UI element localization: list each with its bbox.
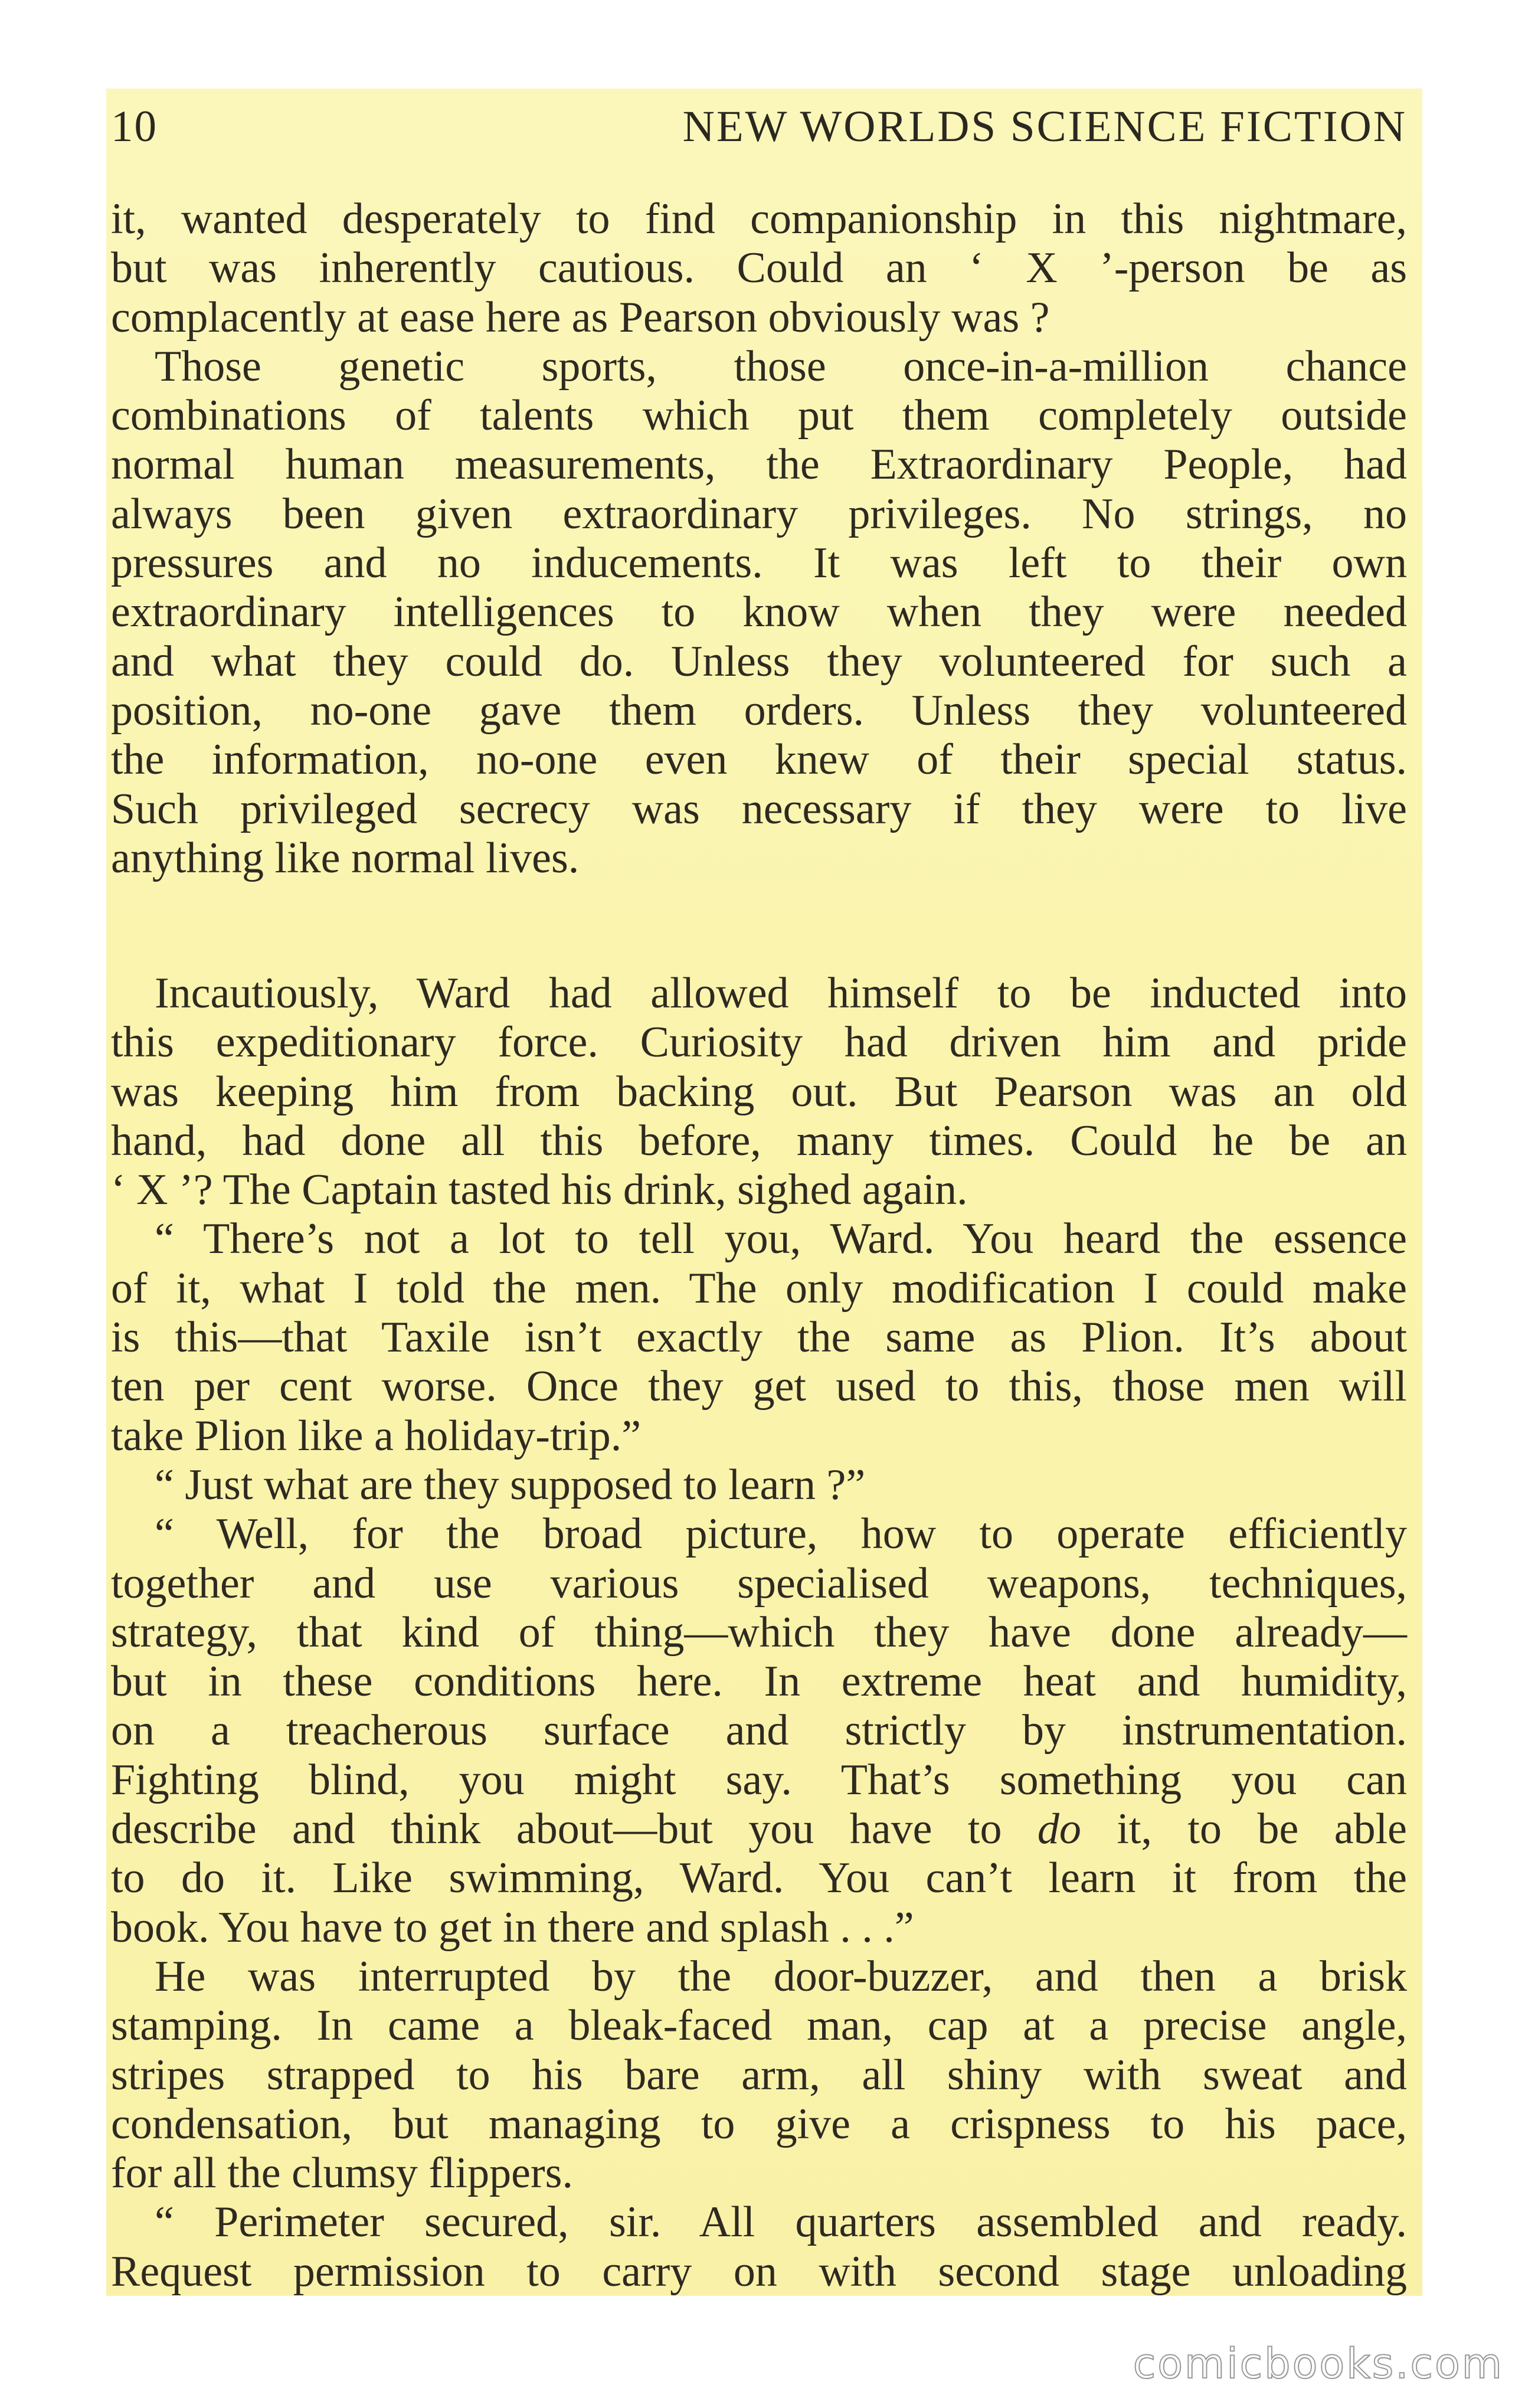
text-line: stripes strapped to his bare arm, all shiny with sweat and <box>111 2050 1407 2099</box>
text-line: Incautiously, Ward had allowed himself to be inducted into <box>155 969 1407 1017</box>
text-block-bottom <box>111 969 1407 2296</box>
text-line: stamping. In came a bleak-faced man, cap at a precise angle, <box>111 2001 1407 2050</box>
text-line: combinations of talents which put them completely outside <box>111 391 1407 440</box>
paragraph <box>111 1952 1407 2198</box>
text-line: ‘ X ’? The Captain tasted his drink, sighed again. <box>111 1166 968 1215</box>
paragraph <box>111 969 1407 1215</box>
text-line: it, wanted desperately to find companionship in this nightmare, <box>111 195 1407 243</box>
text-line: anything like normal lives. <box>111 833 580 882</box>
text-line: Such privileged secrecy was necessary if they were to live <box>111 784 1407 833</box>
paragraph <box>111 2198 1407 2296</box>
text-line: together and use various specialised weapons, techniques, <box>111 1559 1407 1608</box>
paragraph <box>111 1461 1407 1510</box>
text-line: Those genetic sports, those once-in-a-million chance <box>155 342 1407 391</box>
emphasis-text: do <box>1037 1805 1081 1854</box>
text-line: strategy, that kind of thing—which they have done already— <box>111 1608 1407 1657</box>
text-line: normal human measurements, the Extraordinary People, had <box>111 440 1407 489</box>
running-title: NEW WORLDS SCIENCE FICTION <box>682 102 1407 151</box>
text-line: hand, had done all this before, many times. Could he be an <box>111 1116 1407 1165</box>
text-line: position, no-one gave them orders. Unless they volunteered <box>111 686 1407 735</box>
text-line: always been given extraordinary privileges. No strings, no <box>111 489 1407 538</box>
text-line: “ There’s not a lot to tell you, Ward. You heard the essence <box>155 1215 1407 1264</box>
text-line: He was interrupted by the door-buzzer, and then a brisk <box>155 1952 1407 2001</box>
text-line: was keeping him from backing out. But Pearson was an old <box>111 1067 1407 1116</box>
page-number: 10 <box>111 102 158 151</box>
text-line <box>111 1805 1407 1854</box>
paragraph <box>111 1510 1407 1952</box>
text-run: it, to be able <box>1081 1805 1407 1854</box>
text-line: ten per cent worse. Once they get used to this, those men will <box>111 1362 1407 1411</box>
text-line: complacently at ease here as Pearson obviously was ? <box>111 293 1050 342</box>
text-line: Fighting blind, you might say. That’s something you can <box>111 1755 1407 1804</box>
text-line: on a treacherous surface and strictly by instrumentation. <box>111 1706 1407 1755</box>
text-line: the information, no-one even knew of their special status. <box>111 735 1407 784</box>
text-line: extraordinary intelligences to know when they were needed <box>111 588 1407 637</box>
text-line: and what they could do. Unless they volunteered for such a <box>111 637 1407 686</box>
text-line: to do it. Like swimming, Ward. You can’t learn it from the <box>111 1854 1407 1903</box>
text-line: but was inherently cautious. Could an ‘ X ’-person be as <box>111 244 1407 293</box>
text-line: “ Perimeter secured, sir. All quarters assembled and ready. <box>155 2198 1407 2247</box>
text-line: “ Just what are they supposed to learn ?” <box>155 1460 866 1509</box>
paragraph <box>111 342 1407 883</box>
watermark: comicbooks.com <box>1133 2340 1504 2388</box>
text-run: describe and think about—but you have to <box>111 1805 1038 1854</box>
text-line: is this—that Taxile isn’t exactly the same as Plion. It’s about <box>111 1313 1407 1362</box>
text-line: for all the clumsy flippers. <box>111 2149 573 2198</box>
text-line: this expeditionary force. Curiosity had driven him and pride <box>111 1018 1407 1067</box>
text-block-top <box>111 195 1407 883</box>
text-line: condensation, but managing to give a crispness to his pace, <box>111 2099 1407 2148</box>
paragraph <box>111 195 1407 342</box>
text-line: of it, what I told the men. The only modification I could make <box>111 1264 1407 1313</box>
text-line: but in these conditions here. In extreme heat and humidity, <box>111 1657 1407 1706</box>
text-line: book. You have to get in there and splash . . .” <box>111 1903 914 1952</box>
text-line: “ Well, for the broad picture, how to operate efficiently <box>155 1510 1407 1559</box>
text-line: Request permission to carry on with second stage unloading <box>111 2247 1407 2296</box>
page-header <box>111 94 1407 159</box>
text-line: take Plion like a holiday-trip.” <box>111 1411 642 1460</box>
paragraph <box>111 1215 1407 1460</box>
text-line: pressures and no inducements. It was left to their own <box>111 539 1407 588</box>
